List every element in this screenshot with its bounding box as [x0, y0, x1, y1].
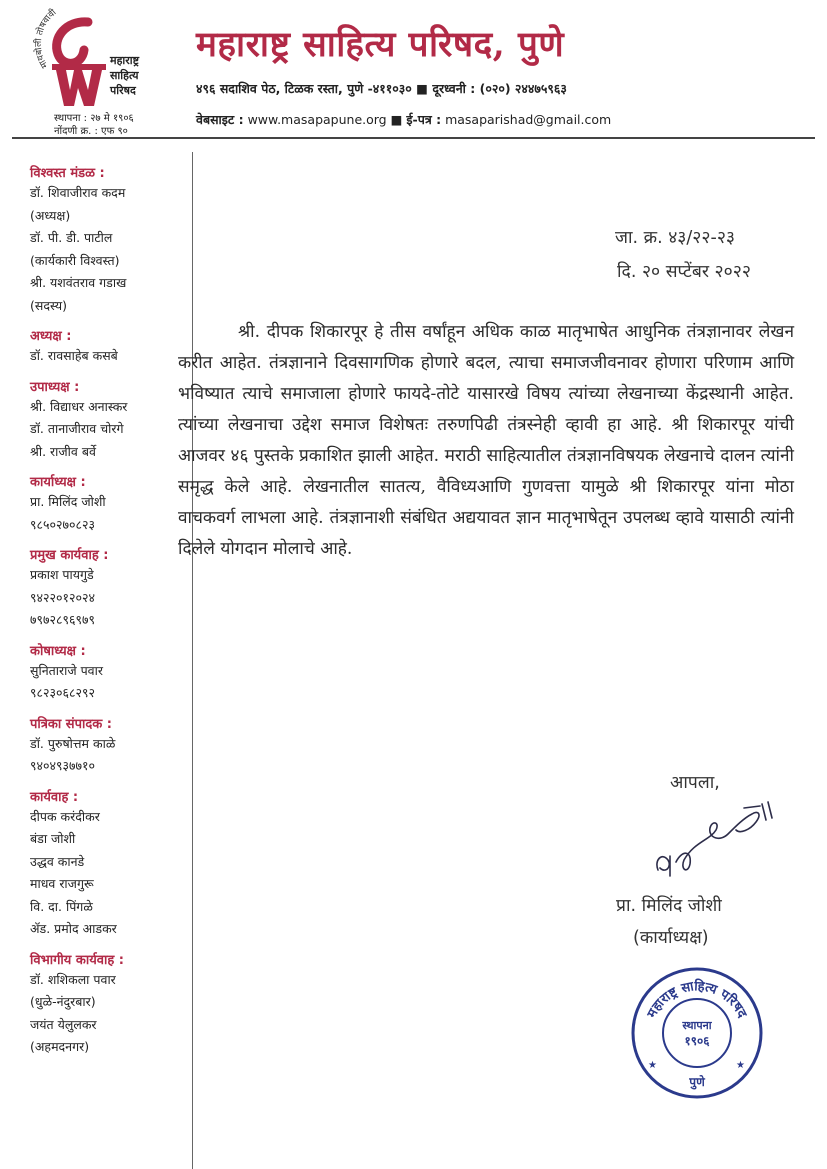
bullet-icon: ■: [416, 81, 433, 96]
reference-number: जा. क्र. ४३/२२-२३: [615, 228, 736, 248]
address-line: [196, 80, 567, 97]
sidebar-section-line: ९८२३०६८२९२: [30, 685, 96, 700]
star-icon: ★: [648, 1060, 657, 1071]
sidebar-section-line: प्रा. मिलिंद जोशी: [30, 494, 106, 509]
sidebar-section-heading: पत्रिका संपादक :: [30, 716, 112, 732]
sidebar-section-heading: कोषाध्यक्ष :: [30, 643, 86, 659]
seal-ring-text: महाराष्ट्र साहित्य परिषद: [644, 979, 750, 1021]
sidebar-section-line: सुनिताराजे पवार: [30, 662, 103, 678]
sidebar-section-line: माधव राजगुरू: [30, 876, 94, 891]
phone-number: (०२०) २४४७५९६३: [479, 81, 567, 96]
sidebar-section-heading: कार्यवाह :: [30, 789, 79, 805]
founding-info: [54, 112, 134, 138]
web-contact-line: [196, 111, 611, 128]
sidebar-section-line: श्री. विद्याधर अनास्कर: [30, 398, 128, 414]
letter-date: दि. २० सप्टेंबर २०२२: [617, 262, 751, 282]
logo-name-line-2: साहित्य: [110, 69, 139, 82]
star-icon: ★: [736, 1060, 745, 1071]
sidebar-section-line: श्री. राजीव बर्वे: [30, 443, 96, 459]
sidebar-section-line: प्रकाश पायगुडे: [30, 567, 94, 582]
sidebar-section-line: डॉ. पुरुषोत्तम काळे: [30, 735, 116, 751]
organization-title: महाराष्ट्र साहित्य परिषद, पुणे: [196, 24, 565, 65]
handwritten-signature: [640, 790, 780, 890]
email-label: ई-पत्र :: [406, 112, 442, 127]
logo-name-line-3: परिषद: [110, 84, 136, 97]
founded-line: स्थापना : २७ मे १९०६: [54, 113, 134, 124]
sidebar-section-line: (कार्यकारी विश्वस्त): [30, 252, 120, 268]
parishad-logo: [18, 4, 168, 112]
bullet-icon: ■: [390, 112, 407, 127]
sidebar-section-line: बंडा जोशी: [30, 831, 76, 846]
sidebar-section-heading: अध्यक्ष :: [30, 329, 72, 344]
sidebar-section-line: ९४०४९३७७१०: [30, 758, 96, 773]
sidebar-section-line: डॉ. पी. डी. पाटील: [30, 230, 113, 245]
website-label: वेबसाइट :: [196, 112, 244, 127]
office-bearers-sidebar: [30, 166, 180, 1161]
sidebar-section-heading: उपाध्यक्ष :: [30, 379, 80, 395]
signer-name: प्रा. मिलिंद जोशी: [616, 896, 722, 916]
sidebar-section-line: वि. दा. पिंगळे: [30, 898, 93, 914]
sidebar-section-line: डॉ. तानाजीराव चोरगे: [30, 421, 124, 436]
seal-city: पुणे: [689, 1075, 705, 1089]
sidebar-section-heading: कार्याध्यक्ष :: [30, 475, 86, 490]
sidebar-section-line: ॲड. प्रमोद आडकर: [30, 921, 117, 936]
logo-name-line-1: महाराष्ट्र: [110, 54, 140, 67]
sidebar-section-line: ७९७२८९६९७९: [30, 612, 96, 627]
sidebar-section-line: डॉ. शशिकला पवार: [30, 971, 116, 987]
sidebar-section-line: जयंत येलुलकर: [30, 1016, 97, 1032]
sidebar-section-line: उद्धव कानडे: [30, 853, 85, 869]
sidebar-section-heading: विश्वस्त मंडळ :: [30, 166, 105, 181]
header-divider: [12, 137, 815, 139]
registration-line: नोंदणी क्र. : एफ ९०: [54, 126, 128, 137]
sidebar-section-line: दीपक करंदीकर: [30, 808, 100, 824]
phone-label: दूरध्वनी :: [432, 81, 476, 96]
sidebar-section-line: ९८५०२७०८२३: [30, 516, 96, 532]
signer-role: (कार्याध्यक्ष): [633, 928, 709, 948]
official-seal: [630, 966, 764, 1100]
email-link[interactable]: masaparishad@gmail.com: [445, 112, 612, 127]
sidebar-section-line: श्री. यशवंतराव गडाख: [30, 275, 127, 290]
sidebar-section-line: ९४२२०१२०२४: [30, 589, 96, 605]
address: ४९६ सदाशिव पेठ, टिळक रस्ता, पुणे -४११०३०: [196, 81, 412, 96]
logo-motto: मायबोली तोषवावी: [33, 7, 59, 70]
closing-salutation: आपला,: [670, 773, 720, 793]
sidebar-section-heading: विभागीय कार्यवाह :: [30, 952, 124, 968]
sidebar-section-line: डॉ. रावसाहेब कसबे: [30, 348, 118, 363]
sidebar-divider: [192, 152, 193, 1169]
website-link[interactable]: www.masapapune.org: [247, 112, 387, 127]
sidebar-section-line: (अहमदनगर): [30, 1039, 90, 1054]
letter-body: श्री. दीपक शिकारपूर हे तीस वर्षांहून अधिक काळ मातृभाषेत आधुनिक तंत्रज्ञानावर लेखन करीत आहेत. तंत्रज्ञानाने दिवसागणिक होणारे बदल, त्याचा समाजजीवनावर होणारा परिणाम आणि भविष्यात त्याचे समाजाला होणारे फायदे-तोटे यासारखे विषय त्यांच्या लेखनाच्या केंद्रस्थानी आहेत. त्यांच्या लेखनाचा उद्देश समाज विशेषतः तरुणपिढी तंत्रस्नेही व्हावी हा आहे. श्री शिकारपूर यांची आजवर ४६ पुस्तके प्रकाशित झाली आहेत. मराठी साहित्यातील तंत्रज्ञानविषयक लेखनाचे दालन त्यांनी समृद्ध केले आहे. लेखनातील सातत्य, वैविध्यआणि गुणवत्ता यामुळे श्री शिकारपूर यांना मोठा वाचकवर्ग लाभला आहे. तंत्रज्ञानाशी संबंधित अद्ययावत ज्ञान मातृभाषेतून उपलब्ध व्हावे यासाठी त्यांनी दिलेले योगदान मोलाचे आहे.: [178, 322, 794, 559]
sidebar-section-line: (अध्यक्ष): [30, 207, 71, 223]
sidebar-section-line: (सदस्य): [30, 297, 67, 313]
sidebar-section-heading: प्रमुख कार्यवाह :: [30, 548, 109, 563]
seal-founded-year: १९०६: [684, 1034, 710, 1048]
sidebar-section-line: डॉ. शिवाजीराव कदम: [30, 185, 126, 200]
seal-founded-label: स्थापना: [682, 1019, 712, 1032]
sidebar-section-line: (धुळे-नंदुरबार): [30, 994, 96, 1009]
